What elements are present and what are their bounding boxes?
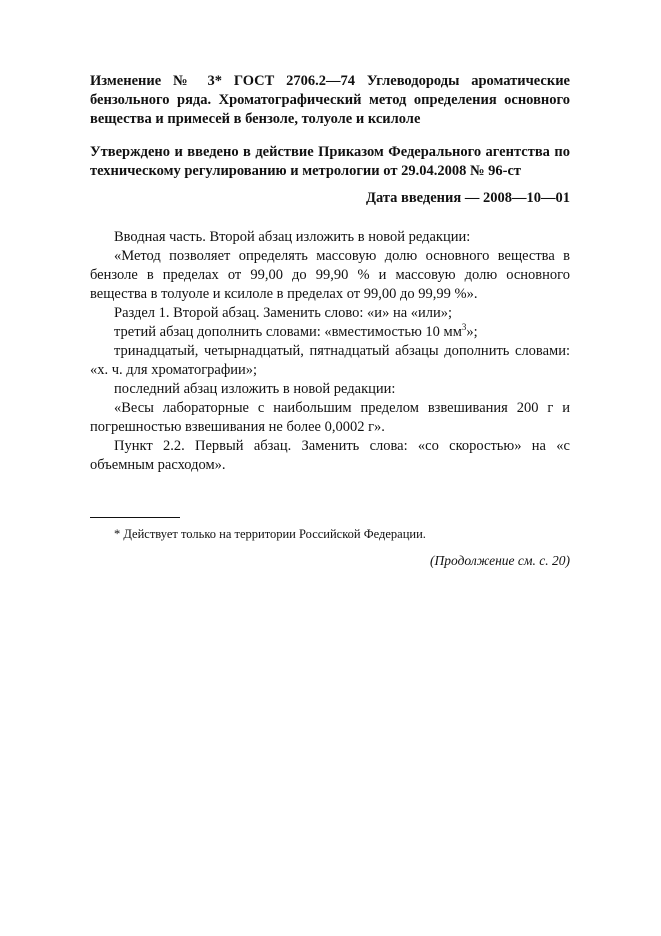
continuation-note: (Продолжение см. с. 20) — [430, 553, 570, 568]
approval-statement: Утверждено и введено в действие Приказом Федерального агентства по техническому регулированию и метрологии от 29.04.2008 № 96-ст — [90, 144, 570, 179]
paragraph: «Весы лабораторные с наибольшим пределом взвешивания 200 г и погрешностью взвешивания не более 0,0002 г». — [90, 400, 570, 435]
paragraph-text-end: »; — [466, 324, 478, 340]
paragraph: Раздел 1. Второй абзац. Заменить слово: «и» на «или»; — [114, 305, 453, 321]
paragraph — [90, 323, 570, 342]
footnote: * Действует только на территории Российской Федерации. — [114, 527, 426, 541]
amendment-body — [90, 228, 570, 475]
document-title: Изменение № 3* ГОСТ 2706.2—74 Углеводороды ароматические бензольного ряда. Хроматографический метод определения основного вещества и примесей в бензоле, толуоле и ксилоле — [90, 73, 570, 127]
paragraph: Вводная часть. Второй абзац изложить в новой редакции: — [114, 229, 471, 245]
document-page — [90, 72, 570, 570]
effective-date: Дата введения — 2008—10—01 — [365, 190, 570, 206]
paragraph-text: третий абзац дополнить словами: «вместимостью 10 мм — [114, 324, 462, 340]
paragraph: последний абзац изложить в новой редакции: — [114, 381, 396, 397]
superscript: 3 — [461, 322, 467, 333]
paragraph: «Метод позволяет определять массовую долю основного вещества в бензоле в пределах от 99,00 до 99,90 % и массовую долю основного вещества в толуоле и ксилоле в пределах от 99,00 до 99,99 %». — [90, 248, 570, 302]
paragraph: тринадцатый, четырнадцатый, пятнадцатый абзацы дополнить словами: «х. ч. для хроматографии»; — [90, 343, 570, 378]
footnote-divider — [90, 517, 180, 518]
paragraph: Пункт 2.2. Первый абзац. Заменить слова: «со скоростью» на «с объемным расходом». — [90, 438, 570, 473]
